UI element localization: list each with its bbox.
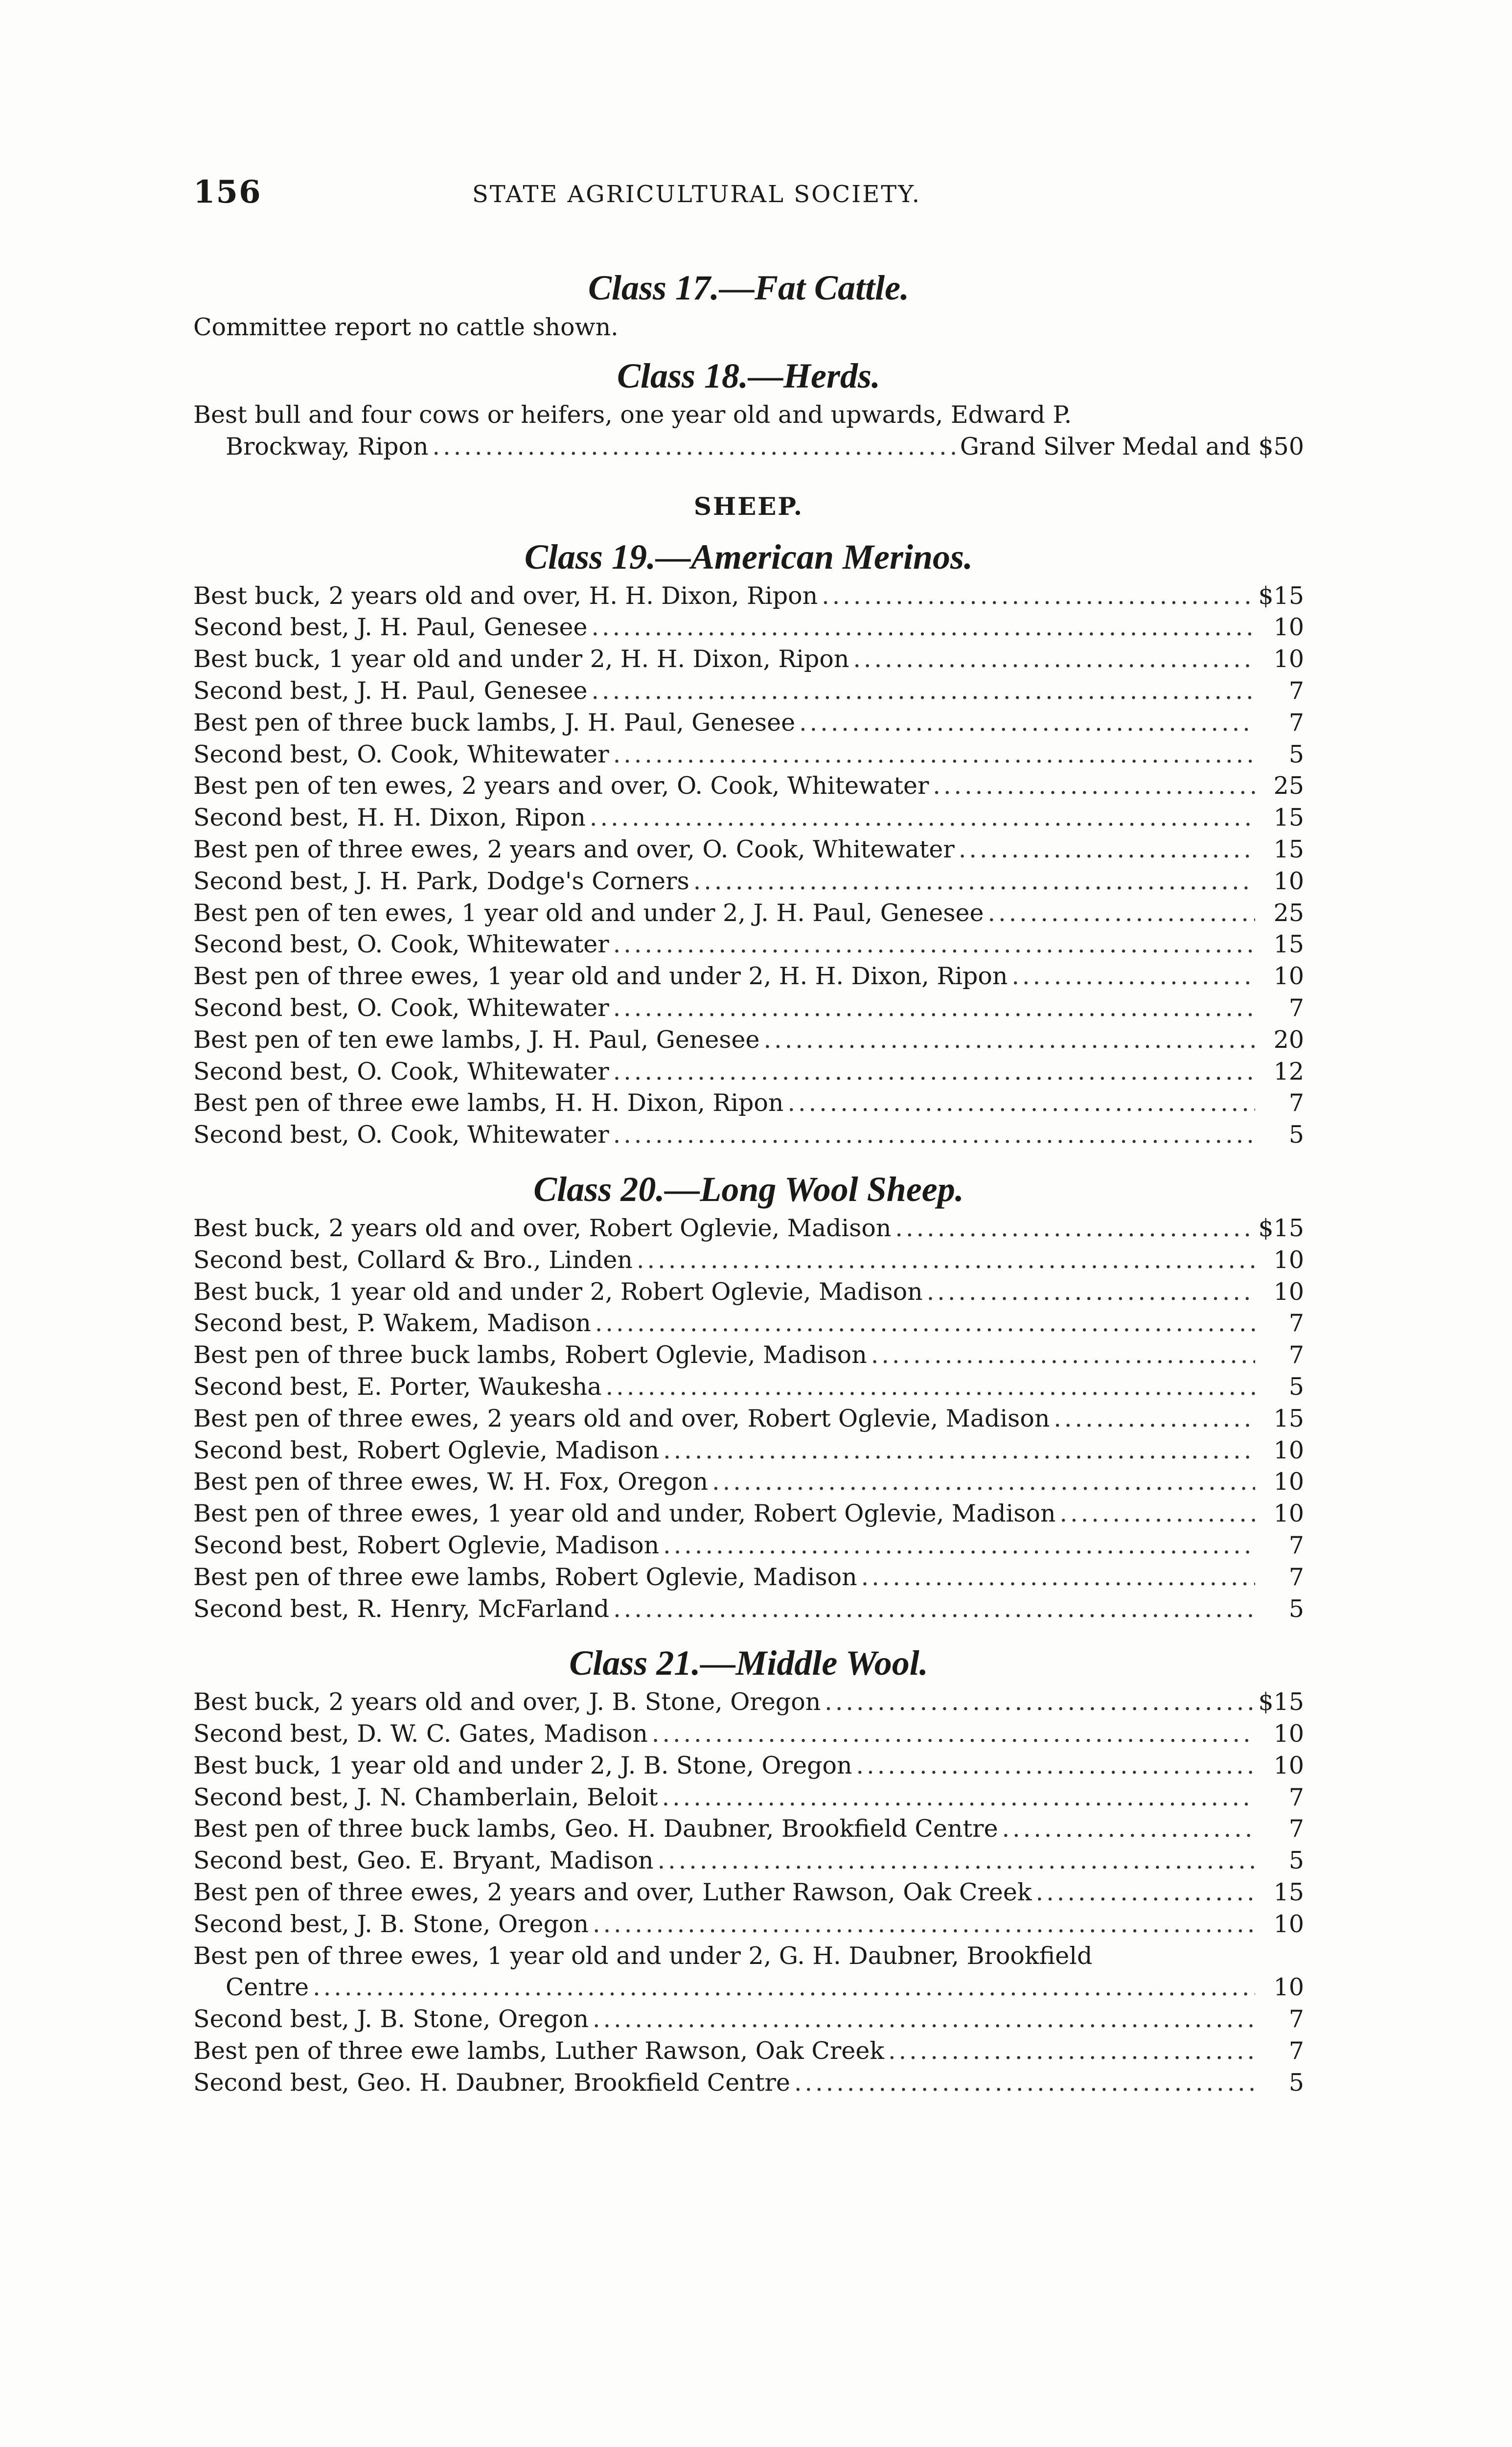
class-17-heading: Class 17.—Fat Cattle. — [588, 268, 910, 307]
list-item: Second best, P. Wakem, Madison ..... 7 — [193, 1308, 1304, 1339]
entry-amount: Grand Silver Medal and $50 — [960, 432, 1304, 461]
dot-leader — [593, 1909, 1255, 1940]
dot-leader — [658, 1845, 1255, 1877]
sheep-section-heading: SHEEP. — [693, 491, 804, 521]
list-item: Second best, J. H. Paul, Genesee ..... 7 — [193, 675, 1304, 707]
list-item: Second best, J. B. Stone, Oregon ..... 10 — [193, 1909, 1304, 1940]
dot-leader — [613, 1593, 1255, 1625]
list-item: Best buck, 2 years old and over, H. H. Dixon, Ripon ..... $15 — [193, 580, 1304, 612]
class-19-list — [193, 580, 1304, 1151]
dot-leader — [959, 834, 1255, 866]
dot-leader — [895, 1213, 1254, 1245]
list-item: Second best, J. N. Chamberlain, Beloit ..... 7 — [193, 1782, 1304, 1814]
dot-leader — [825, 1686, 1254, 1718]
dot-leader — [787, 1087, 1255, 1119]
dot-leader — [1054, 1403, 1255, 1435]
list-item-continuation: Centre ..... 10 — [193, 1972, 1304, 2004]
list-item: Best pen of ten ewe lambs, J. H. Paul, Genesee ..... 20 — [193, 1024, 1304, 1056]
list-item: Second best, Collard & Bro., Linden ..... 10 — [193, 1245, 1304, 1276]
dot-leader — [652, 1718, 1255, 1750]
class-18-entry — [193, 399, 1304, 463]
class-20-heading: Class 20.—Long Wool Sheep. — [533, 1169, 964, 1209]
list-item: Best buck, 1 year old and under 2, Robert Oglevie, Madison ..... 10 — [193, 1276, 1304, 1308]
dot-leader — [712, 1466, 1255, 1498]
list-item: Best pen of three buck lambs, J. H. Paul, Genesee ..... 7 — [193, 707, 1304, 739]
class-18-entry-line: Best bull and four cows or heifers, one year old and upwards, Edward P. — [193, 401, 1072, 429]
list-item: Second best, O. Cook, Whitewater ..... 5 — [193, 1119, 1304, 1151]
list-item: Second best, J. H. Paul, Genesee ..... 10 — [193, 612, 1304, 644]
class-21-list — [193, 1686, 1304, 2099]
list-item: Best pen of three buck lambs, Geo. H. Daubner, Brookfield Centre ..... 7 — [193, 1813, 1304, 1845]
list-item: Second best, H. H. Dixon, Ripon ..... 15 — [193, 802, 1304, 834]
entry-text: Brockway, Ripon — [226, 432, 429, 461]
list-item: Best pen of three ewes, 1 year old and under 2, H. H. Dixon, Ripon ..... 10 — [193, 961, 1304, 993]
dot-leader — [888, 2035, 1255, 2067]
dot-leader — [593, 2004, 1255, 2035]
class-18-heading: Class 18.—Herds. — [617, 356, 881, 395]
page-number: 156 — [193, 174, 262, 210]
dot-leader — [988, 898, 1255, 929]
dot-leader — [591, 612, 1255, 644]
dot-leader — [871, 1339, 1255, 1371]
dot-leader — [590, 802, 1255, 834]
dot-leader — [799, 707, 1255, 739]
list-item: Best pen of ten ewes, 2 years and over, O. Cook, Whitewater ..... 25 — [193, 770, 1304, 802]
dot-leader — [933, 770, 1255, 802]
list-item: Second best, R. Henry, McFarland ..... 5 — [193, 1593, 1304, 1625]
list-item: Second best, O. Cook, Whitewater ..... 5 — [193, 739, 1304, 771]
dot-leader — [822, 580, 1254, 612]
dot-leader — [313, 1972, 1255, 2004]
dot-leader — [1011, 961, 1255, 993]
dot-leader — [662, 1782, 1255, 1814]
list-item: Second best, O. Cook, Whitewater ..... 12 — [193, 1056, 1304, 1088]
dot-leader — [856, 1750, 1255, 1782]
list-item: Second best, J. B. Stone, Oregon ..... 7 — [193, 2004, 1304, 2035]
dot-leader — [433, 431, 956, 463]
list-item: Best buck, 2 years old and over, J. B. Stone, Oregon ..... $15 — [193, 1686, 1304, 1718]
list-item: Second best, Geo. E. Bryant, Madison ..... 5 — [193, 1845, 1304, 1877]
dot-leader — [613, 1119, 1255, 1151]
dot-leader — [927, 1276, 1255, 1308]
dot-leader — [606, 1371, 1255, 1403]
list-item: Best pen of three ewes, 2 years and over, Luther Rawson, Oak Creek ..... 15 — [193, 1877, 1304, 1909]
class-18-entry-continuation — [193, 431, 1304, 463]
dot-leader — [1036, 1877, 1255, 1909]
list-item: Best pen of three ewes, W. H. Fox, Oregon ..... 10 — [193, 1466, 1304, 1498]
dot-leader — [794, 2067, 1255, 2099]
dot-leader — [1002, 1813, 1255, 1845]
list-item: Best pen of ten ewes, 1 year old and under 2, J. H. Paul, Genesee ..... 25 — [193, 898, 1304, 929]
page-content — [193, 264, 1304, 2099]
list-item: Second best, E. Porter, Waukesha ..... 5 — [193, 1371, 1304, 1403]
list-item: Best buck, 1 year old and under 2, H. H. Dixon, Ripon ..... 10 — [193, 644, 1304, 675]
class-19-heading: Class 19.—American Merinos. — [524, 537, 973, 577]
dot-leader — [861, 1562, 1255, 1593]
running-head: STATE AGRICULTURAL SOCIETY. — [472, 181, 921, 208]
dot-leader — [637, 1245, 1255, 1276]
dot-leader — [663, 1530, 1255, 1562]
list-item: Second best, D. W. C. Gates, Madison ..... 10 — [193, 1718, 1304, 1750]
list-item: Best pen of three ewe lambs, Luther Rawson, Oak Creek ..... 7 — [193, 2035, 1304, 2067]
list-item: Second best, Geo. H. Daubner, Brookfield Centre ..... 5 — [193, 2067, 1304, 2099]
list-item: Second best, O. Cook, Whitewater ..... 7 — [193, 993, 1304, 1024]
page-header — [193, 174, 1054, 213]
dot-leader — [613, 929, 1255, 961]
list-item: Best buck, 2 years old and over, Robert Oglevie, Madison ..... $15 — [193, 1213, 1304, 1245]
dot-leader — [663, 1435, 1255, 1467]
list-item: Best pen of three buck lambs, Robert Oglevie, Madison ..... 7 — [193, 1339, 1304, 1371]
dot-leader — [613, 1056, 1255, 1088]
list-item: Best pen of three ewe lambs, Robert Oglevie, Madison ..... 7 — [193, 1562, 1304, 1593]
list-item: Best pen of three ewes, 2 years old and over, Robert Oglevie, Madison ..... 15 — [193, 1403, 1304, 1435]
list-item: Second best, Robert Oglevie, Madison ..... 7 — [193, 1530, 1304, 1562]
list-item: Best pen of three ewes, 1 year old and under, Robert Oglevie, Madison ..... 10 — [193, 1498, 1304, 1530]
list-item: Second best, O. Cook, Whitewater ..... 15 — [193, 929, 1304, 961]
list-item: Second best, J. H. Park, Dodge's Corners ..... 10 — [193, 866, 1304, 898]
list-item: Best pen of three ewe lambs, H. H. Dixon, Ripon ..... 7 — [193, 1087, 1304, 1119]
class-20-list — [193, 1213, 1304, 1625]
list-item-wrapped-line: Best pen of three ewes, 1 year old and under 2, G. H. Daubner, Brookfield — [193, 1941, 1093, 1970]
dot-leader — [613, 739, 1255, 771]
list-item: Best buck, 1 year old and under 2, J. B. Stone, Oregon ..... 10 — [193, 1750, 1304, 1782]
list-item: Second best, Robert Oglevie, Madison ..... 10 — [193, 1435, 1304, 1467]
dot-leader — [764, 1024, 1255, 1056]
dot-leader — [853, 644, 1255, 675]
dot-leader — [591, 675, 1255, 707]
dot-leader — [693, 866, 1255, 898]
class-17-note: Committee report no cattle shown. — [193, 313, 619, 341]
dot-leader — [1060, 1498, 1255, 1530]
list-item: Best pen of three ewes, 2 years and over, O. Cook, Whitewater ..... 15 — [193, 834, 1304, 866]
dot-leader — [595, 1308, 1255, 1339]
class-21-heading: Class 21.—Middle Wool. — [569, 1643, 928, 1683]
dot-leader — [613, 993, 1255, 1024]
